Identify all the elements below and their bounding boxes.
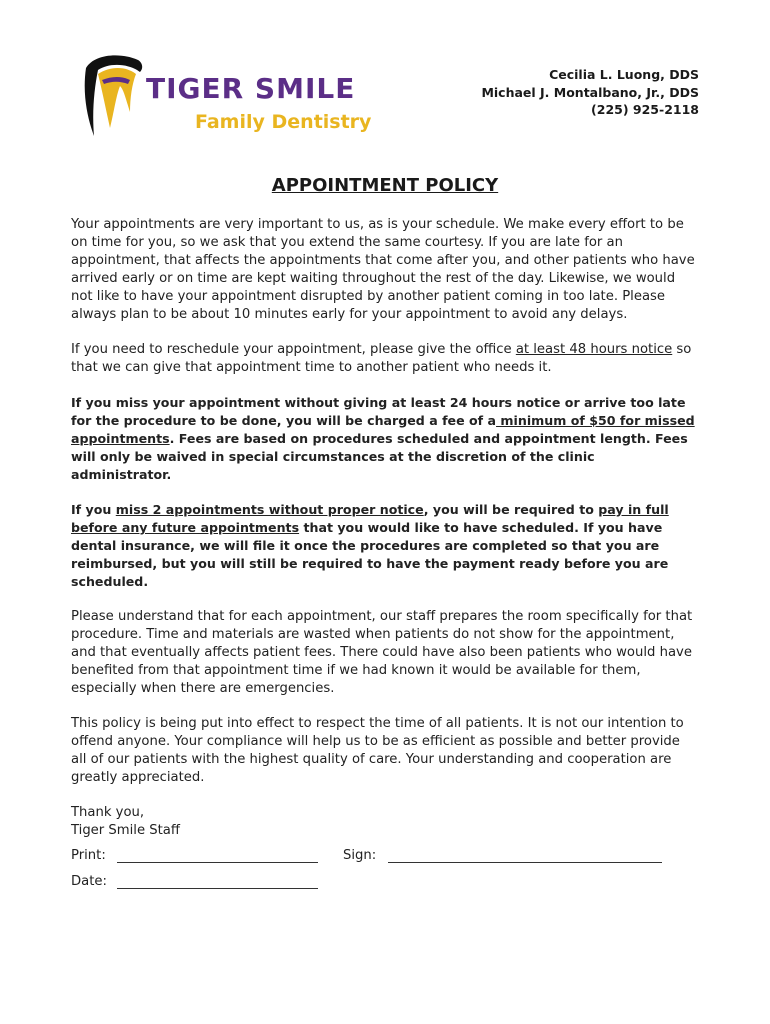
paragraph-closing: This policy is being put into effect to respect the time of all patients. It is not our intention to offend anyone. Your compliance will help us to be as efficient as possible and better provide all of our patients with the highest quality of care. Your understanding and cooperation are greatly appreciated. <box>71 716 684 785</box>
missed-threshold: miss 2 appointments without proper notice <box>115 502 424 517</box>
print-label: Print: <box>71 848 106 863</box>
phone-number: (225) 925-2118 <box>591 102 699 117</box>
date-field[interactable] <box>117 888 318 889</box>
tooth-tiger-stripe-logo-icon <box>80 50 150 145</box>
print-field[interactable] <box>117 862 318 863</box>
text: If you need to reschedule your appointment, please give the office <box>71 342 516 357</box>
text: that you would like to have scheduled. If you have dental insurance, we will file it once the procedures are completed so that you are reimbursed, but you will still be required to have the payment ready before you are scheduled. <box>71 520 669 589</box>
text: If you <box>71 502 116 517</box>
signoff <box>71 804 699 840</box>
signoff-line-1: Thank you, <box>71 805 145 820</box>
policy-body <box>71 216 699 840</box>
text: . Fees are based on procedures scheduled and appointment length. Fees will only be waived in special circumstances at the discretion of the clinic administrator. <box>71 431 688 482</box>
notice-requirement: at least 48 hours notice <box>515 342 673 357</box>
sign-field[interactable] <box>388 862 662 863</box>
paragraph-reschedule <box>71 341 699 377</box>
sign-label: Sign: <box>343 848 377 863</box>
contact-block <box>481 66 699 119</box>
date-label: Date: <box>71 874 107 889</box>
text: If you miss your appointment without giving at least 24 hours notice or arrive too late for the procedure to be done, you will be charged a fee of a <box>71 395 686 428</box>
fee-amount: minimum of $50 for missed appointments <box>71 413 695 446</box>
practice-logo <box>80 50 440 145</box>
brand-subtitle: Family Dentistry <box>195 111 372 133</box>
paragraph-explanation: Please understand that for each appointment, our staff prepares the room specifically for that procedure. Time and materials are wasted when patients do not show for the appointment, and that eventually affects patient fees. There could have also been patients who would have benefited from that appointment time if we had known it would be available for them, especially when there are emergencies. <box>71 609 693 696</box>
form-row-print-sign <box>71 848 699 874</box>
text: , you will be required to <box>423 502 599 517</box>
paragraph-intro: Your appointments are very important to us, as is your schedule. We make every effort to be on time for you, so we ask that you extend the same courtesy. If you are late for an appointment, that affects the appointments that come after you, and other patients who have arrived early or on time are kept waiting throughout the rest of the day. Likewise, we would not like to have your appointment disrupted by another patient coming in too late. Please always plan to be about 10 minutes early for your appointment to avoid any delays. <box>71 217 695 322</box>
text: so that we can give that appointment time to another patient who needs it. <box>71 342 692 375</box>
dentist-name-2: Michael J. Montalbano, Jr., DDS <box>481 84 699 100</box>
paragraph-prepay <box>71 501 699 591</box>
signoff-line-2: Tiger Smile Staff <box>71 823 180 838</box>
prepay-requirement: pay in full before any future appointments <box>71 502 669 535</box>
signature-form <box>71 848 699 900</box>
brand-name: TIGER SMILE <box>146 72 356 105</box>
paragraph-missed-fee <box>71 394 699 484</box>
dentist-name-1: Cecilia L. Luong, DDS <box>549 67 699 82</box>
form-row-date <box>71 874 699 900</box>
page-title: APPOINTMENT POLICY <box>271 175 499 196</box>
